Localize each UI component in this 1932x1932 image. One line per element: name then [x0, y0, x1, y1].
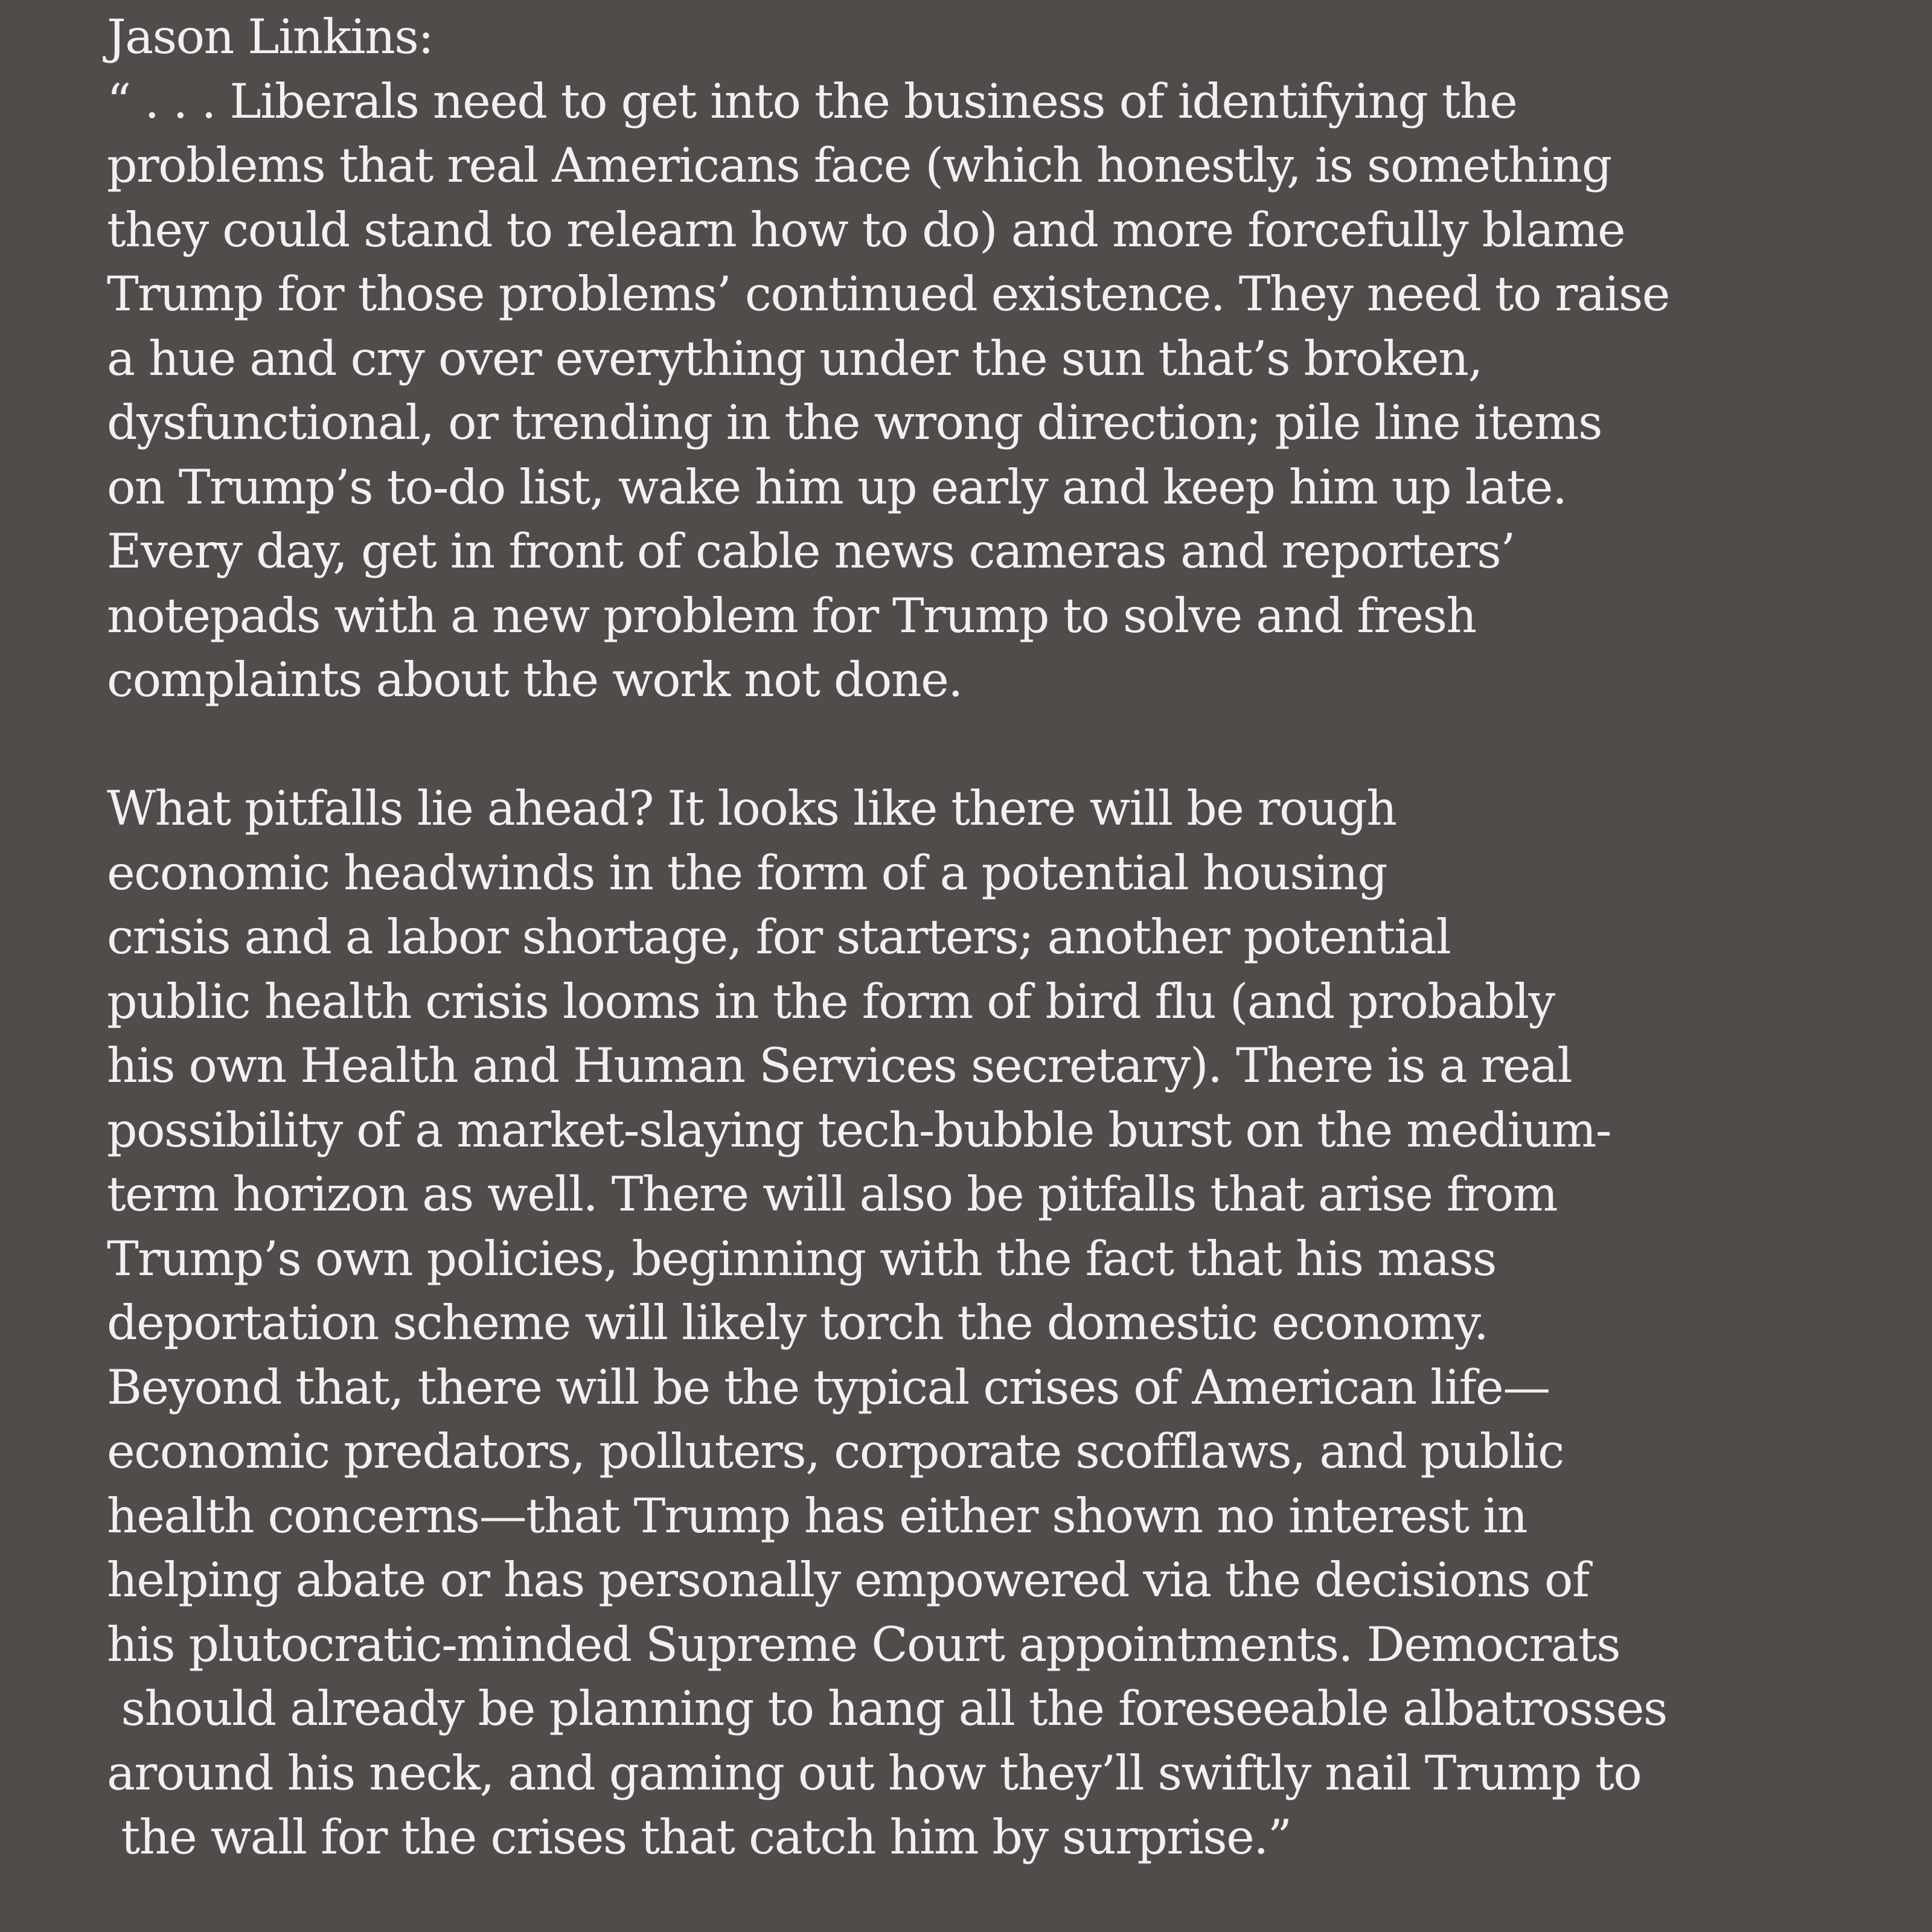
text-line: deportation scheme will likely torch the domestic economy. — [107, 1295, 1488, 1351]
text-line: possibility of a market-slaying tech-bubble burst on the medium- — [107, 1102, 1611, 1158]
text-line: term horizon as well. There will also be pitfalls that arise from — [107, 1166, 1558, 1222]
text-line: complaints about the work not done. — [107, 652, 962, 708]
text-line: “ . . . Liberals need to get into the business of identifying the — [107, 73, 1517, 129]
text-line: around his neck, and gaming out how they’ll swiftly nail Trump to — [107, 1745, 1642, 1801]
text-line: they could stand to relearn how to do) and more forcefully blame — [107, 202, 1625, 258]
text-line: problems that real Americans face (which honestly, is something — [107, 138, 1611, 193]
text-line: a hue and cry over everything under the sun that’s broken, — [107, 330, 1482, 386]
text-line: economic headwinds in the form of a potential housing — [107, 845, 1387, 901]
text-line: public health crisis looms in the form of bird flu (and probably — [107, 973, 1555, 1029]
text-line: What pitfalls lie ahead? It looks like there will be rough — [107, 781, 1396, 836]
text-line: Trump for those problems’ continued existence. They need to raise — [107, 266, 1669, 322]
text-line: helping abate or has personally empowered via the decisions of — [107, 1552, 1589, 1608]
text-line: his plutocratic-minded Supreme Court appointments. Democrats — [107, 1616, 1620, 1672]
text-line: the wall for the crises that catch him by surprise.” — [107, 1809, 1291, 1865]
text-line: health concerns—that Trump has either shown no interest in — [107, 1488, 1527, 1544]
text-line: crisis and a labor shortage, for starters; another potential — [107, 909, 1451, 965]
text-line: economic predators, polluters, corporate scofflaws, and public — [107, 1424, 1564, 1479]
quote-block — [107, 5, 1906, 1870]
quote-paragraph-1 — [107, 69, 1906, 712]
text-line: Every day, get in front of cable news cameras and reporters’ — [107, 523, 1515, 579]
text-line: notepads with a new problem for Trump to solve and fresh — [107, 587, 1476, 644]
text-line: Beyond that, there will be the typical crises of American life— — [107, 1359, 1550, 1415]
quote-paragraph-2 — [107, 776, 1906, 1870]
text-line: his own Health and Human Services secretary). There is a real — [107, 1038, 1572, 1093]
speaker-name: Jason Linkins: — [107, 9, 433, 65]
text-line: should already be planning to hang all the foreseeable albatrosses — [107, 1681, 1667, 1736]
text-line: dysfunctional, or trending in the wrong direction; pile line items — [107, 395, 1602, 450]
paragraph-spacer — [107, 712, 1906, 777]
text-line: Trump’s own policies, beginning with the fact that his mass — [107, 1230, 1496, 1287]
text-line: on Trump’s to-do list, wake him up early and keep him up late. — [107, 459, 1567, 515]
